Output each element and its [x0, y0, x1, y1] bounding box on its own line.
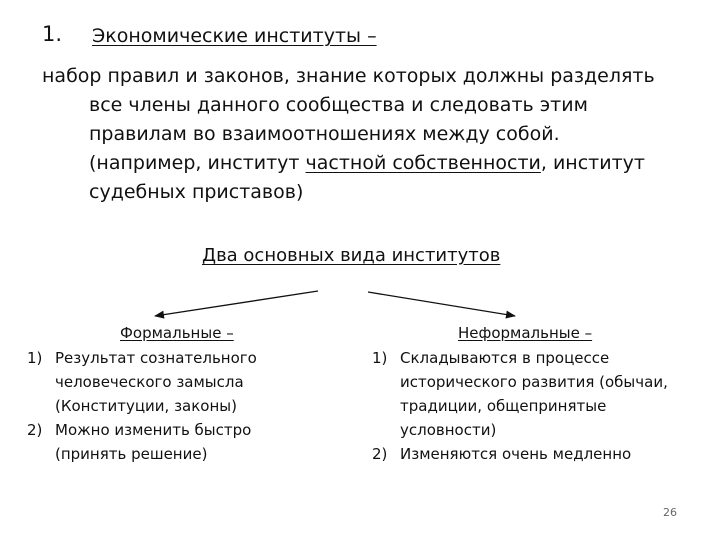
informal-institutions-title: Неформальные – [458, 324, 593, 342]
list-item [27, 346, 292, 418]
list-item-number: 2) [372, 445, 388, 463]
definition-line-5: судебных приставов) [89, 181, 304, 203]
arrow-to-formal [155, 291, 318, 316]
section-title: Экономические институты – [92, 25, 377, 47]
definition-line-1: набор правил и законов, знание которых должны разделять [42, 65, 655, 87]
list-item-number: 1) [27, 349, 43, 367]
formal-institutions-title: Формальные – [120, 324, 234, 342]
list-item [372, 442, 692, 466]
definition-example-prefix: (например, институт [89, 152, 306, 174]
definition-line-3: правилам во взаимоотношениях между собой. [89, 123, 560, 145]
list-item-number: 2) [27, 421, 43, 439]
list-item-text: Изменяются очень медленно [400, 445, 632, 463]
list-item-number: 1) [372, 349, 388, 367]
list-item [372, 346, 692, 442]
list-item [27, 418, 292, 466]
page-number: 26 [663, 506, 677, 519]
institution-types-heading: Два основных вида институтов [202, 245, 501, 266]
formal-institutions-list [27, 346, 292, 466]
list-item-text: Можно изменить быстро (принять решение) [55, 421, 252, 463]
private-property-term: частной собственности [305, 152, 541, 174]
section-number: 1. [42, 22, 63, 46]
definition-line-2: все члены данного сообщества и следовать этим [89, 94, 588, 116]
list-item-text: Складываются в процессе исторического развития (обычаи, традиции, общепринятые условности) [400, 349, 668, 439]
informal-institutions-list [372, 346, 692, 466]
arrow-to-informal [368, 292, 515, 316]
list-item-text: Результат сознательного человеческого замысла (Конституции, законы) [55, 349, 257, 415]
definition-example-suffix: , институт [540, 152, 645, 174]
